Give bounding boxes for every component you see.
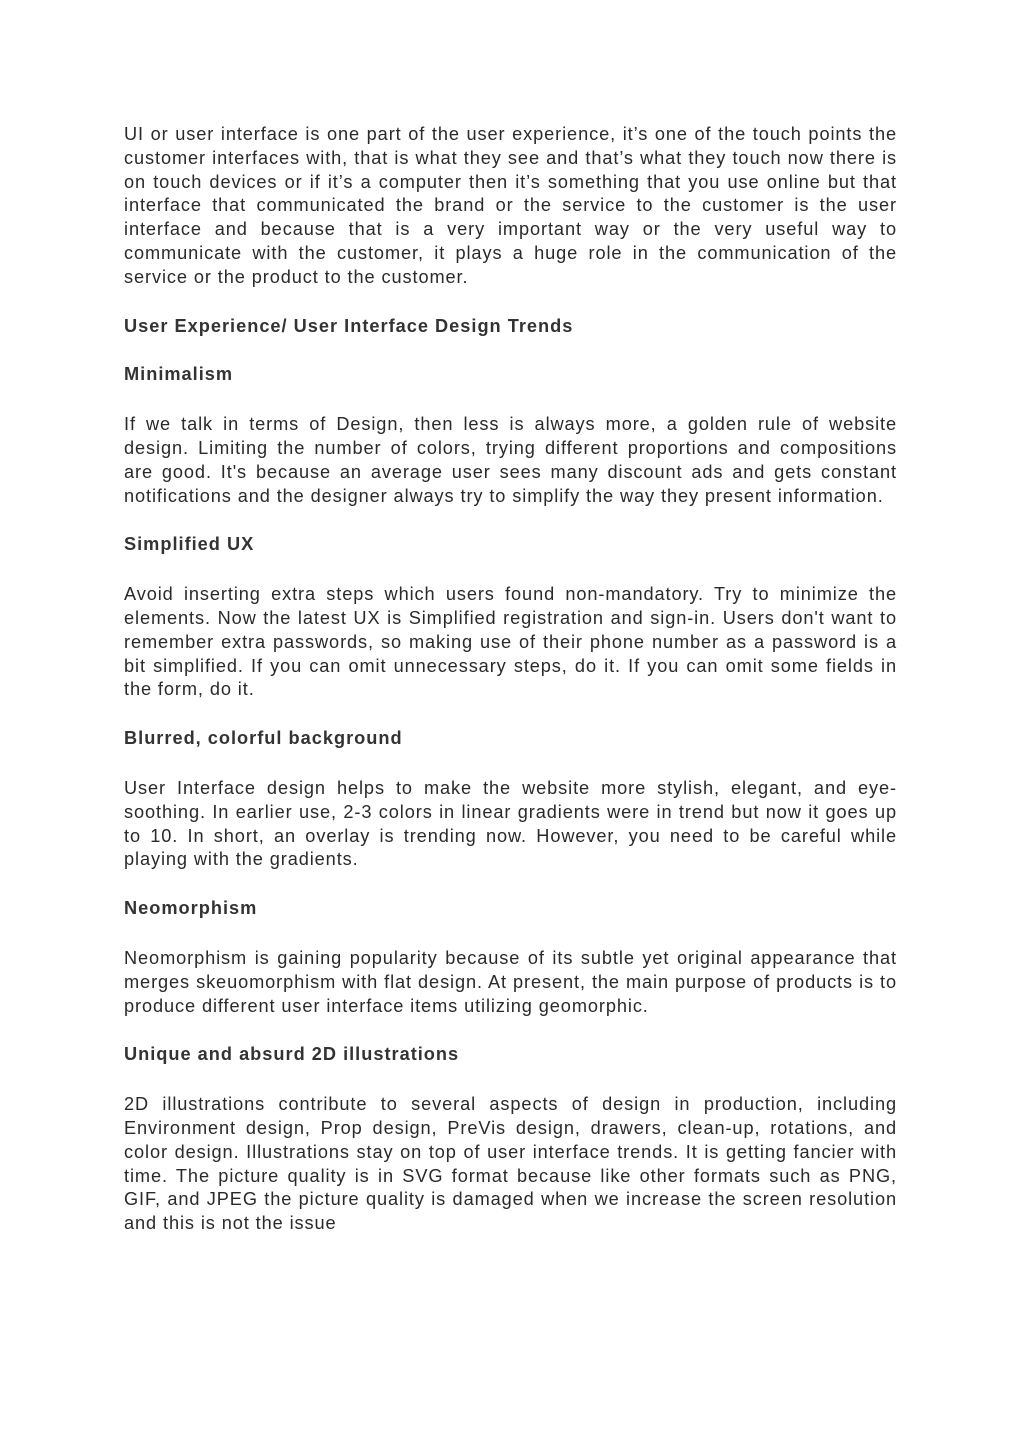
section-body-simplified-ux: Avoid inserting extra steps which users found non-mandatory. Try to minimize the elements. Now the latest UX is Simplified registration and sign-in. Users don't want to remember extra passwords, so making use of their phone number as a password is a bit simplified. If you can omit unnecessary steps, do it. If you can omit some fields in the form, do it. — [124, 584, 897, 700]
document-page — [124, 123, 897, 1236]
section-body-2d-illustrations: 2D illustrations contribute to several aspects of design in production, including Environment design, Prop design, PreVis design, drawers, clean-up, rotations, and color design. Illustrations stay on top of user interface trends. It is getting fancier with time. The picture quality is in SVG format because like other formats such as PNG, GIF, and JPEG the picture quality is damaged when we increase the screen resolution and this is not the issue — [124, 1094, 897, 1234]
section-body-minimalism: If we talk in terms of Design, then less is always more, a golden rule of website design. Limiting the number of colors, trying different proportions and compositions are good. It's because an average user sees many discount ads and gets constant notifications and the designer always try to simplify the way they present information. — [124, 414, 897, 506]
section-heading-simplified-ux: Simplified UX — [124, 534, 255, 555]
intro-paragraph: UI or user interface is one part of the user experience, it’s one of the touch points the customer interfaces with, that is what they see and that’s what they touch now there is on touch devices or if it’s a computer then it’s something that you use online but that interface that communicated the brand or the service to the customer is the user interface and because that is a very important way or the very useful way to communicate with the customer, it plays a huge role in the communication of the service or the product to the customer. — [124, 124, 897, 287]
section-heading-minimalism: Minimalism — [124, 364, 234, 385]
section-heading-blurred-background: Blurred, colorful background — [124, 728, 403, 749]
section-body-neomorphism: Neomorphism is gaining popularity because of its subtle yet original appearance that merges skeuomorphism with flat design. At present, the main purpose of products is to produce different user interface items utilizing geomorphic. — [124, 947, 897, 1016]
section-heading-2d-illustrations: Unique and absurd 2D illustrations — [124, 1044, 460, 1065]
main-heading: User Experience/ User Interface Design Trends — [124, 315, 574, 336]
section-heading-neomorphism: Neomorphism — [124, 898, 258, 919]
section-body-blurred-background: User Interface design helps to make the website more stylish, elegant, and eye-soothing. In earlier use, 2-3 colors in linear gradients were in trend but now it goes up to 10. In short, an overlay is trending now. However, you need to be careful while playing with the gradients. — [124, 777, 897, 870]
